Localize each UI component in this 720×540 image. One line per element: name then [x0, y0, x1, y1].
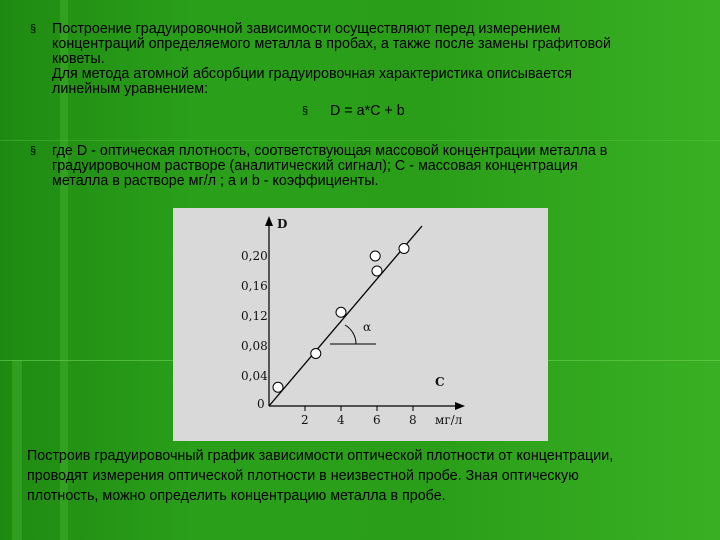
data-point	[311, 349, 321, 359]
x-axis-arrow	[455, 402, 465, 410]
bullet-marker: §	[30, 145, 37, 157]
angle-label: α	[363, 320, 372, 334]
y-tick-label: 0,08	[241, 339, 268, 353]
x-tick-label: 6	[373, 413, 381, 427]
bullet-marker: §	[302, 105, 309, 117]
x-axis-label: C	[435, 375, 445, 389]
y-axis-label: D	[277, 217, 288, 231]
origin-label: 0	[257, 397, 265, 411]
data-point	[273, 382, 283, 392]
angle-arc	[345, 325, 356, 344]
text-line: градуировочном растворе (аналитический сигнал); С - массовая концентрация	[52, 158, 578, 174]
y-tick-label: 0,16	[241, 279, 268, 293]
calibration-chart	[173, 208, 548, 441]
y-axis-arrow	[265, 216, 273, 226]
intro-paragraph	[52, 22, 702, 97]
x-axis-unit: мг/л	[435, 413, 463, 427]
fit-line	[269, 226, 422, 406]
calibration-chart-svg	[173, 208, 548, 441]
text-line: проводят измерения оптической плотности в неизвестной пробе. Зная оптическую	[27, 468, 579, 484]
text-line: Построение градуировочной зависимости осуществляют перед измерением	[52, 21, 561, 37]
text-line: плотность, можно определить концентрацию металла в пробе.	[27, 488, 446, 504]
text-line: концентраций определяемого металла в пробах, а также после замены графитовой	[52, 36, 611, 52]
text-line: Для метода атомной абсорбции градуировочная характеристика описывается	[52, 66, 572, 82]
conclusion-paragraph	[27, 446, 717, 506]
data-point	[399, 244, 409, 254]
text-line: Построив градуировочный график зависимости оптической плотности от концентрации,	[27, 448, 614, 464]
text-line: кюветы.	[52, 51, 105, 67]
data-point	[372, 266, 382, 276]
definition-paragraph	[52, 144, 702, 189]
y-tick-label: 0,04	[241, 369, 268, 383]
data-point	[370, 251, 380, 261]
data-point	[336, 307, 346, 317]
text-line: где D - оптическая плотность, соответствующая массовой концентрации металла в	[52, 143, 608, 159]
formula: D = a*C + b	[330, 103, 405, 119]
x-tick-label: 4	[337, 413, 345, 427]
text-line: линейным уравнением:	[52, 81, 209, 97]
x-tick-label: 2	[301, 413, 309, 427]
background-stripe	[12, 360, 22, 540]
y-tick-label: 0,20	[241, 249, 268, 263]
bullet-marker: §	[30, 23, 37, 35]
y-tick-label: 0,12	[241, 309, 268, 323]
text-line: металла в растворе мг/л ; а и b - коэффициенты.	[52, 173, 379, 189]
background-line	[0, 140, 720, 141]
x-tick-label: 8	[409, 413, 417, 427]
